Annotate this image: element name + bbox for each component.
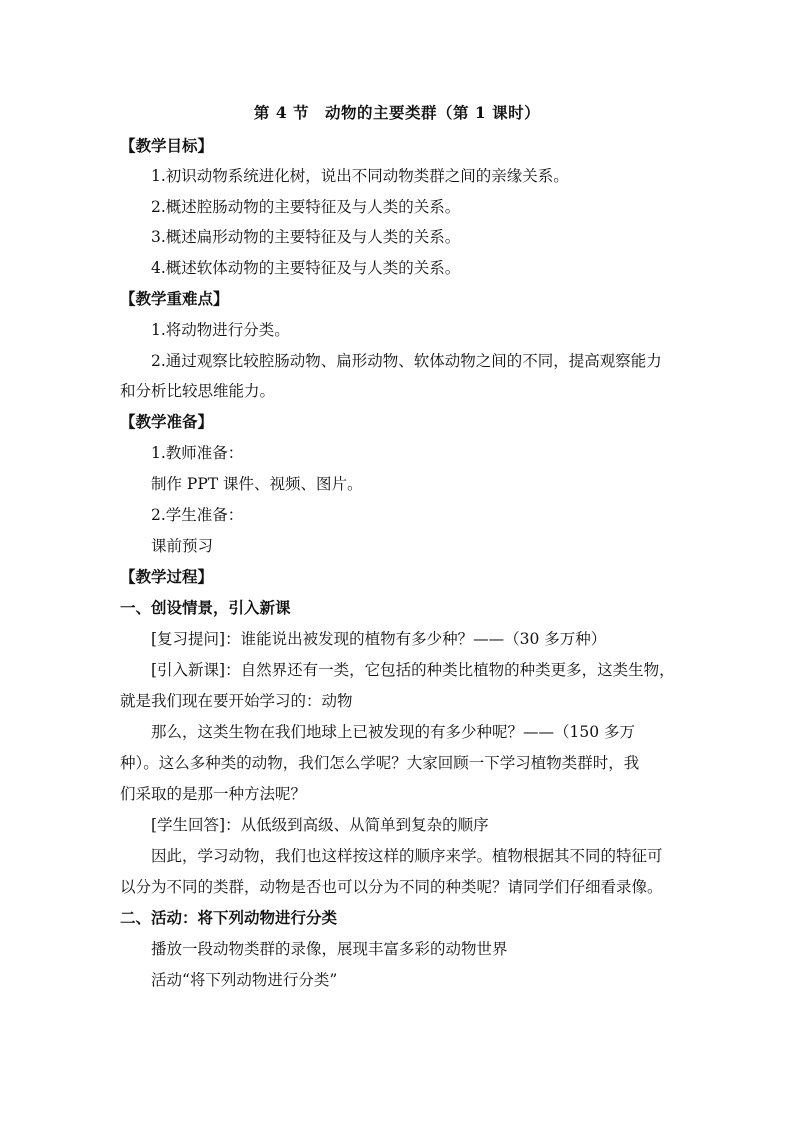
conclusion-line-continued: 以分为不同的类群，动物是否也可以分为不同的种类呢？请同学们仔细看录像。 [120, 878, 663, 896]
process-part1-heading: 一、创设情景，引入新课 [120, 598, 291, 617]
section-heading-process: 【教学过程】 [120, 567, 214, 586]
section-heading-preparation: 【教学准备】 [120, 412, 214, 431]
intro-line: [引入新课]：自然界还有一类，它包括的种类比植物的种类更多，这类生物， [151, 661, 675, 679]
objective-item: 3.概述扁形动物的主要特征及与人类的关系。 [151, 228, 461, 246]
objective-item: 4.概述软体动物的主要特征及与人类的关系。 [151, 259, 461, 277]
student-answer: [学生回答]：从低级到高级、从简单到复杂的顺序 [151, 816, 489, 834]
keypoint-item: 2.通过观察比较腔肠动物、扁形动物、软体动物之间的不同，提高观察能力 [151, 352, 662, 370]
section-heading-keypoints: 【教学重难点】 [120, 289, 229, 308]
question-line: 那么，这类生物在我们地球上已被发现的有多少种呢？——（150 多万 [151, 723, 636, 741]
preparation-line: 制作 PPT 课件、视频、图片。 [151, 475, 363, 493]
keypoint-item-continued: 和分析比较思维能力。 [120, 382, 276, 400]
activity-line: 播放一段动物类群的录像，展现丰富多彩的动物世界 [151, 940, 508, 958]
review-question: [复习提问]：谁能说出被发现的植物有多少种？——（30 多万种） [151, 630, 607, 648]
question-line-continued: 种）。这么多种类的动物，我们怎么学呢？大家回顾一下学习植物类群时，我 [120, 754, 640, 772]
objective-item: 1.初识动物系统进化树，说出不同动物类群之间的亲缘关系。 [151, 167, 569, 185]
page-title: 第 4 节 动物的主要类群（第 1 课时） [253, 103, 541, 122]
section-heading-objectives: 【教学目标】 [120, 136, 214, 155]
process-part2-heading: 二、活动：将下列动物进行分类 [120, 908, 338, 927]
keypoint-item: 1.将动物进行分类。 [151, 321, 290, 339]
conclusion-line: 因此，学习动物，我们也这样按这样的顺序来学。植物根据其不同的特征可 [151, 847, 663, 865]
preparation-line: 课前预习 [151, 537, 214, 555]
intro-line-continued: 就是我们现在要开始学习的：动物 [120, 692, 353, 710]
activity-line: 活动“将下列动物进行分类” [151, 971, 338, 989]
objective-item: 2.概述腔肠动物的主要特征及与人类的关系。 [151, 198, 461, 216]
question-line-continued: 们采取的是那一种方法呢？ [120, 785, 307, 803]
preparation-line: 1.教师准备： [151, 444, 244, 462]
preparation-line: 2.学生准备： [151, 506, 244, 524]
